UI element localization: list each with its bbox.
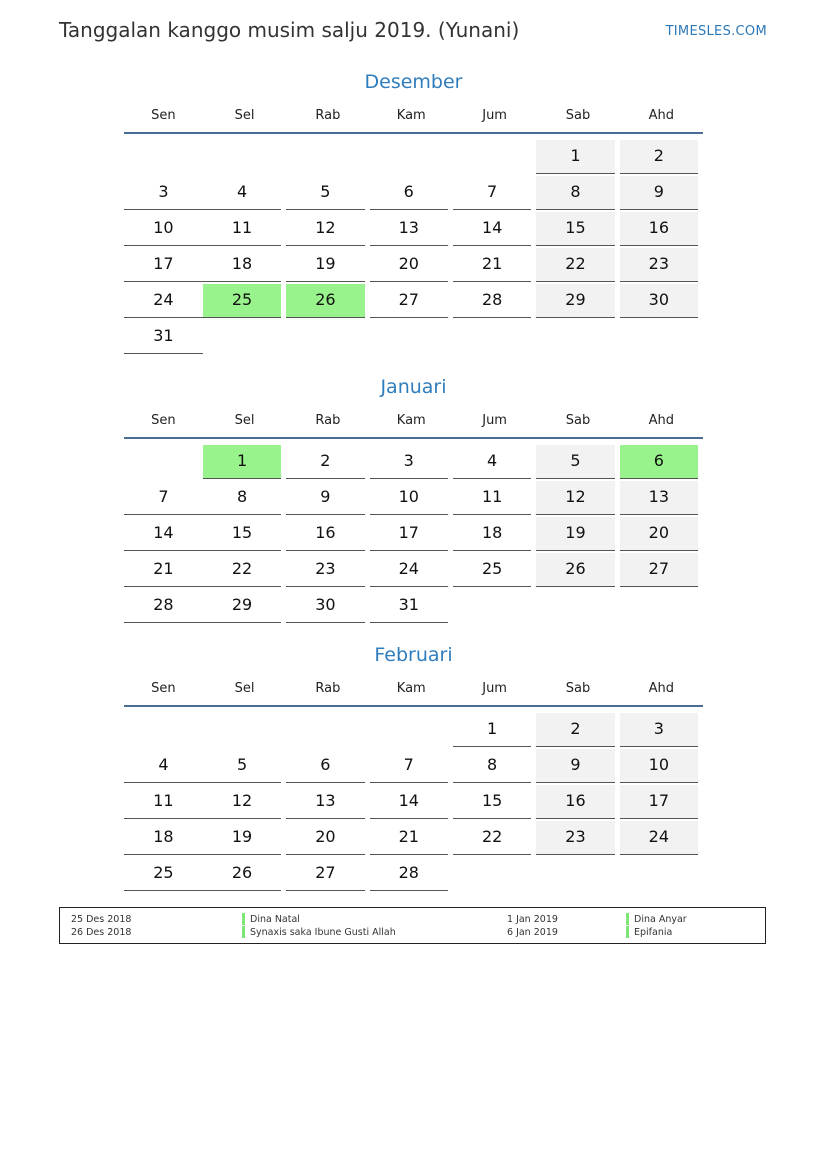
day-number: 14 [124, 517, 203, 551]
day-cell[interactable] [453, 174, 536, 210]
day-number: 16 [286, 517, 364, 551]
day-number: 5 [203, 749, 281, 783]
empty-day-box [370, 140, 448, 174]
weekday-label: Sen [151, 108, 176, 123]
day-number: 21 [124, 553, 203, 587]
week-row [124, 479, 703, 515]
day-number: 12 [536, 481, 614, 515]
month-name: Desember [364, 71, 463, 93]
day-cell[interactable] [203, 551, 286, 587]
weekday-label: Rab [315, 413, 341, 428]
day-number: 23 [620, 248, 698, 282]
day-cell[interactable] [286, 174, 369, 210]
day-cell[interactable] [124, 747, 203, 783]
legend-date: 25 Des 2018 [71, 914, 132, 925]
day-cell[interactable] [370, 515, 453, 551]
day-number: 2 [620, 140, 698, 174]
day-number: 26 [536, 553, 614, 587]
weekday-label: Sab [565, 108, 591, 123]
day-number: 23 [286, 553, 364, 587]
day-cell[interactable] [453, 747, 536, 783]
legend-holiday-name: Dina Anyar [634, 914, 687, 925]
day-cell[interactable] [124, 515, 203, 551]
empty-day-box [620, 320, 698, 354]
empty-day-box [124, 713, 203, 747]
empty-day-cell [620, 587, 703, 623]
weekend-day-cell[interactable] [536, 479, 619, 515]
weekday-header-row [124, 411, 703, 439]
legend-holiday-marker [626, 926, 629, 938]
empty-day-box [286, 140, 364, 174]
weekend-day-cell[interactable] [536, 819, 619, 855]
day-number: 24 [370, 553, 448, 587]
day-cell[interactable] [453, 282, 536, 318]
day-number: 19 [203, 821, 281, 855]
legend-date: 6 Jan 2019 [507, 927, 558, 938]
day-cell[interactable] [124, 819, 203, 855]
day-number: 9 [620, 176, 698, 210]
day-number: 27 [620, 553, 698, 587]
weekend-day-cell[interactable] [536, 711, 619, 747]
weekday-label: Jum [482, 413, 507, 428]
day-number: 11 [203, 212, 281, 246]
empty-day-cell [370, 711, 453, 747]
holiday-legend [59, 907, 766, 944]
day-number: 24 [124, 284, 203, 318]
day-number: 10 [620, 749, 698, 783]
legend-holiday-marker [242, 913, 245, 925]
weekend-day-cell[interactable] [620, 210, 703, 246]
week-row [124, 174, 703, 210]
day-cell[interactable] [124, 855, 203, 891]
weekday-label: Kam [396, 108, 426, 123]
month-calendar-february [124, 641, 703, 891]
day-number: 15 [536, 212, 614, 246]
day-cell[interactable] [203, 587, 286, 623]
day-number: 6 [286, 749, 364, 783]
day-number: 31 [124, 320, 203, 354]
empty-day-cell [453, 318, 536, 354]
day-cell[interactable] [286, 587, 369, 623]
day-cell[interactable] [124, 783, 203, 819]
day-number: 10 [370, 481, 448, 515]
day-number: 20 [286, 821, 364, 855]
empty-day-box [203, 713, 281, 747]
day-number: 8 [536, 176, 614, 210]
month-name: Januari [380, 376, 447, 398]
page-title: Tanggalan kanggo musim salju 2019. (Yunani) [59, 18, 520, 42]
day-number: 19 [536, 517, 614, 551]
day-cell[interactable] [203, 210, 286, 246]
empty-day-cell [536, 318, 619, 354]
day-cell[interactable] [124, 246, 203, 282]
weekend-day-cell[interactable] [536, 747, 619, 783]
weekday-label: Rab [315, 681, 341, 696]
day-number: 25 [453, 553, 531, 587]
weekend-day-cell[interactable] [536, 551, 619, 587]
empty-day-box [536, 857, 614, 891]
weekend-day-cell[interactable] [536, 138, 619, 174]
day-cell[interactable] [286, 246, 369, 282]
empty-day-cell [453, 855, 536, 891]
day-number: 30 [286, 589, 364, 623]
weekday-header-row [124, 106, 703, 134]
legend-holiday-marker [626, 913, 629, 925]
day-number: 22 [203, 553, 281, 587]
weekday-label: Jum [482, 108, 507, 123]
week-row [124, 783, 703, 819]
weekend-day-cell[interactable] [536, 783, 619, 819]
day-number: 11 [124, 785, 203, 819]
day-cell[interactable] [203, 855, 286, 891]
week-row [124, 210, 703, 246]
empty-day-box [620, 589, 698, 623]
day-number: 26 [203, 857, 281, 891]
day-number: 6 [370, 176, 448, 210]
empty-day-cell [620, 318, 703, 354]
day-number: 3 [124, 176, 203, 210]
empty-day-cell [203, 138, 286, 174]
day-number: 1 [536, 140, 614, 174]
empty-day-box [286, 713, 364, 747]
day-cell[interactable] [370, 443, 453, 479]
day-number: 7 [370, 749, 448, 783]
weekday-label: Kam [396, 413, 426, 428]
holiday-day-cell[interactable] [203, 282, 286, 318]
day-number: 7 [453, 176, 531, 210]
day-number: 2 [536, 713, 614, 747]
day-number: 13 [620, 481, 698, 515]
day-cell[interactable] [124, 174, 203, 210]
day-cell[interactable] [370, 282, 453, 318]
weekend-day-cell[interactable] [536, 174, 619, 210]
week-row [124, 443, 703, 479]
day-cell[interactable] [453, 711, 536, 747]
day-number: 25 [124, 857, 203, 891]
day-number: 13 [286, 785, 364, 819]
day-cell[interactable] [370, 174, 453, 210]
month-calendar-december [124, 68, 703, 354]
weekend-day-cell[interactable] [536, 515, 619, 551]
day-cell[interactable] [370, 246, 453, 282]
empty-day-cell [124, 443, 203, 479]
empty-day-cell [370, 318, 453, 354]
legend-holiday-name: Synaxis saka Ibune Gusti Allah [250, 927, 396, 938]
weekend-day-cell[interactable] [536, 210, 619, 246]
day-number: 17 [370, 517, 448, 551]
day-number: 3 [370, 445, 448, 479]
day-number: 4 [203, 176, 281, 210]
week-row [124, 747, 703, 783]
weekday-label: Kam [396, 681, 426, 696]
day-cell[interactable] [286, 819, 369, 855]
empty-day-box [124, 445, 203, 479]
holiday-day-cell[interactable] [203, 443, 286, 479]
day-cell[interactable] [370, 747, 453, 783]
empty-day-cell [620, 855, 703, 891]
weekend-day-cell[interactable] [536, 246, 619, 282]
day-number: 18 [124, 821, 203, 855]
weekday-label: Rab [315, 108, 341, 123]
empty-day-box [453, 857, 531, 891]
day-number: 14 [453, 212, 531, 246]
day-number: 18 [453, 517, 531, 551]
empty-day-box [453, 320, 531, 354]
day-cell[interactable] [203, 747, 286, 783]
empty-day-cell [453, 587, 536, 623]
weekend-day-cell[interactable] [620, 479, 703, 515]
day-number: 28 [370, 857, 448, 891]
day-cell[interactable] [286, 210, 369, 246]
empty-day-cell [286, 318, 369, 354]
day-number: 21 [453, 248, 531, 282]
day-number: 30 [620, 284, 698, 318]
day-number: 18 [203, 248, 281, 282]
day-cell[interactable] [286, 551, 369, 587]
day-number: 29 [536, 284, 614, 318]
weekday-label: Sel [234, 413, 255, 428]
day-cell[interactable] [124, 587, 203, 623]
day-cell[interactable] [453, 210, 536, 246]
day-cell[interactable] [453, 819, 536, 855]
day-number: 21 [370, 821, 448, 855]
day-cell[interactable] [370, 210, 453, 246]
day-number: 5 [536, 445, 614, 479]
day-cell[interactable] [203, 515, 286, 551]
empty-day-cell [124, 711, 203, 747]
weekend-day-cell[interactable] [620, 747, 703, 783]
day-cell[interactable] [453, 551, 536, 587]
day-number: 24 [620, 821, 698, 855]
weekday-label: Ahd [648, 413, 675, 428]
weekend-day-cell[interactable] [620, 138, 703, 174]
empty-day-box [536, 589, 614, 623]
day-cell[interactable] [203, 783, 286, 819]
day-number: 19 [286, 248, 364, 282]
week-row [124, 515, 703, 551]
weekday-label: Sen [151, 681, 176, 696]
day-number: 14 [370, 785, 448, 819]
day-cell[interactable] [453, 246, 536, 282]
empty-day-box [370, 713, 448, 747]
weekend-day-cell[interactable] [536, 282, 619, 318]
month-name: Februari [374, 644, 453, 666]
weekend-day-cell[interactable] [536, 443, 619, 479]
day-number: 27 [286, 857, 364, 891]
day-cell[interactable] [203, 819, 286, 855]
day-number: 5 [286, 176, 364, 210]
weekend-day-cell[interactable] [620, 783, 703, 819]
day-cell[interactable] [370, 819, 453, 855]
day-number: 16 [620, 212, 698, 246]
week-row [124, 551, 703, 587]
weekend-day-cell[interactable] [620, 174, 703, 210]
day-cell[interactable] [286, 783, 369, 819]
day-cell[interactable] [124, 551, 203, 587]
weekday-label: Ahd [648, 681, 675, 696]
empty-day-cell [536, 855, 619, 891]
weekday-label: Sel [234, 681, 255, 696]
day-cell[interactable] [203, 479, 286, 515]
holiday-day-cell[interactable] [286, 282, 369, 318]
empty-day-box [536, 320, 614, 354]
week-row [124, 587, 703, 623]
week-row [124, 282, 703, 318]
day-number: 23 [536, 821, 614, 855]
brand-logo-text[interactable]: TIMESLES.COM [665, 24, 767, 39]
day-number: 25 [203, 284, 281, 318]
day-number: 3 [620, 713, 698, 747]
empty-day-cell [536, 587, 619, 623]
day-cell[interactable] [203, 246, 286, 282]
day-number: 20 [620, 517, 698, 551]
empty-day-box [453, 140, 531, 174]
empty-day-box [370, 320, 448, 354]
day-number: 22 [536, 248, 614, 282]
day-number: 9 [286, 481, 364, 515]
day-cell[interactable] [453, 515, 536, 551]
day-number: 11 [453, 481, 531, 515]
day-cell[interactable] [124, 282, 203, 318]
day-number: 16 [536, 785, 614, 819]
week-row [124, 711, 703, 747]
day-number: 13 [370, 212, 448, 246]
day-number: 9 [536, 749, 614, 783]
day-number: 28 [453, 284, 531, 318]
day-number: 28 [124, 589, 203, 623]
empty-day-cell [286, 138, 369, 174]
weekday-label: Sab [565, 413, 591, 428]
week-row [124, 138, 703, 174]
week-row [124, 819, 703, 855]
day-number: 4 [124, 749, 203, 783]
weekend-day-cell[interactable] [620, 819, 703, 855]
day-number: 2 [286, 445, 364, 479]
day-number: 4 [453, 445, 531, 479]
day-number: 1 [453, 713, 531, 747]
weekday-label: Sab [565, 681, 591, 696]
day-cell[interactable] [286, 855, 369, 891]
day-cell[interactable] [124, 318, 203, 354]
empty-day-box [620, 857, 698, 891]
legend-holiday-marker [242, 926, 245, 938]
legend-date: 26 Des 2018 [71, 927, 132, 938]
weekday-label: Sen [151, 413, 176, 428]
legend-holiday-name: Epifania [634, 927, 673, 938]
month-calendar-january [124, 373, 703, 623]
empty-day-cell [203, 711, 286, 747]
empty-day-cell [203, 318, 286, 354]
day-cell[interactable] [124, 210, 203, 246]
week-row [124, 246, 703, 282]
weekend-day-cell[interactable] [620, 282, 703, 318]
weekday-label: Jum [482, 681, 507, 696]
day-cell[interactable] [370, 551, 453, 587]
day-number: 8 [453, 749, 531, 783]
legend-holiday-name: Dina Natal [250, 914, 300, 925]
day-number: 17 [620, 785, 698, 819]
day-cell[interactable] [286, 479, 369, 515]
empty-day-cell [286, 711, 369, 747]
day-number: 15 [203, 517, 281, 551]
empty-day-box [203, 140, 281, 174]
weekday-label: Sel [234, 108, 255, 123]
weekday-label: Ahd [648, 108, 675, 123]
day-number: 15 [453, 785, 531, 819]
empty-day-box [124, 140, 203, 174]
day-number: 31 [370, 589, 448, 623]
day-number: 26 [286, 284, 364, 318]
day-number: 1 [203, 445, 281, 479]
empty-day-box [453, 589, 531, 623]
weekend-day-cell[interactable] [620, 711, 703, 747]
day-cell[interactable] [453, 783, 536, 819]
day-cell[interactable] [286, 443, 369, 479]
week-row [124, 318, 703, 354]
day-cell[interactable] [286, 515, 369, 551]
holiday-day-cell[interactable] [620, 443, 703, 479]
day-cell[interactable] [203, 174, 286, 210]
day-number: 10 [124, 212, 203, 246]
day-cell[interactable] [370, 783, 453, 819]
legend-date: 1 Jan 2019 [507, 914, 558, 925]
weekend-day-cell[interactable] [620, 515, 703, 551]
empty-day-cell [453, 138, 536, 174]
empty-day-box [286, 320, 364, 354]
day-cell[interactable] [370, 587, 453, 623]
day-number: 12 [203, 785, 281, 819]
day-number: 27 [370, 284, 448, 318]
weekend-day-cell[interactable] [620, 551, 703, 587]
day-cell[interactable] [453, 479, 536, 515]
day-number: 12 [286, 212, 364, 246]
weekend-day-cell[interactable] [620, 246, 703, 282]
day-number: 8 [203, 481, 281, 515]
day-cell[interactable] [453, 443, 536, 479]
day-number: 6 [620, 445, 698, 479]
day-cell[interactable] [124, 479, 203, 515]
day-cell[interactable] [370, 479, 453, 515]
weekday-header-row [124, 679, 703, 707]
day-number: 17 [124, 248, 203, 282]
day-number: 7 [124, 481, 203, 515]
day-number: 29 [203, 589, 281, 623]
day-number: 22 [453, 821, 531, 855]
day-number: 20 [370, 248, 448, 282]
day-cell[interactable] [286, 747, 369, 783]
empty-day-cell [124, 138, 203, 174]
empty-day-box [203, 320, 281, 354]
week-row [124, 855, 703, 891]
day-cell[interactable] [370, 855, 453, 891]
empty-day-cell [370, 138, 453, 174]
